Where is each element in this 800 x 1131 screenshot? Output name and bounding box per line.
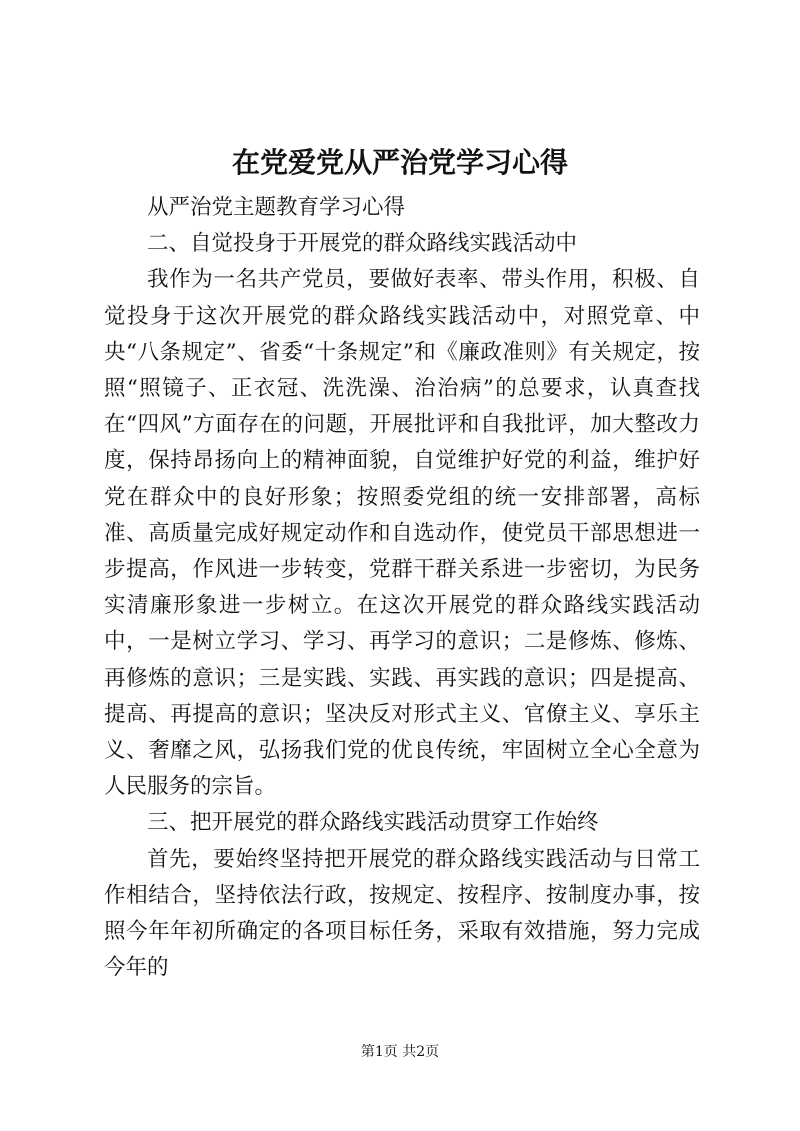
paragraph-subtitle: 从严治党主题教育学习心得	[147, 195, 406, 220]
paragraph-section-heading-2: 二、自觉投身于开展党的群众路线实践活动中	[147, 231, 578, 257]
paragraph-body-2: 首先，要始终坚持把开展党的群众路线实践活动与日常工作相结合，坚持依法行政，按规定、按程序、按制度办事，按照今年年初所确定的各项目标任务，采取有效措施，努力完成今年的	[104, 846, 700, 981]
document-body	[104, 190, 700, 986]
paragraph-body-1: 我作为一名共产党员，要做好表率、带头作用，积极、自觉投身于这次开展党的群众路线实践活动中，对照党章、中央“八条规定”、省委“十条规定”和《廉政准则》有关规定，按照“照镜子、正衣冠、洗洗澡、治治病”的总要求，认真查找在“四风”方面存在的问题，开展批评和自我批评，加大整改力度，保持昂扬向上的精神面貌，自觉维护好党的利益，维护好党在群众中的良好形象；按照委党组的统一安排部署，高标准、高质量完成好规定动作和自选动作，使党员干部思想进一步提高，作风进一步转变，党群干群关系进一步密切，为民务实清廉形象进一步树立。在这次开展党的群众路线实践活动中，一是树立学习、学习、再学习的意识；二是修炼、修炼、再修炼的意识；三是实践、实践、再实践的意识；四是提高、提高、再提高的意识；坚决反对形式主义、官僚主义、享乐主义、奢靡之风，弘扬我们党的优良传统，牢固树立全心全意为人民服务的宗旨。	[104, 267, 700, 800]
document-title: 在党爱党从严治党学习心得	[231, 146, 568, 179]
paragraph-section-heading-3: 三、把开展党的群众路线实践活动贯穿工作始终	[147, 810, 599, 836]
page-number-footer: 第1页 共2页	[360, 1044, 440, 1060]
